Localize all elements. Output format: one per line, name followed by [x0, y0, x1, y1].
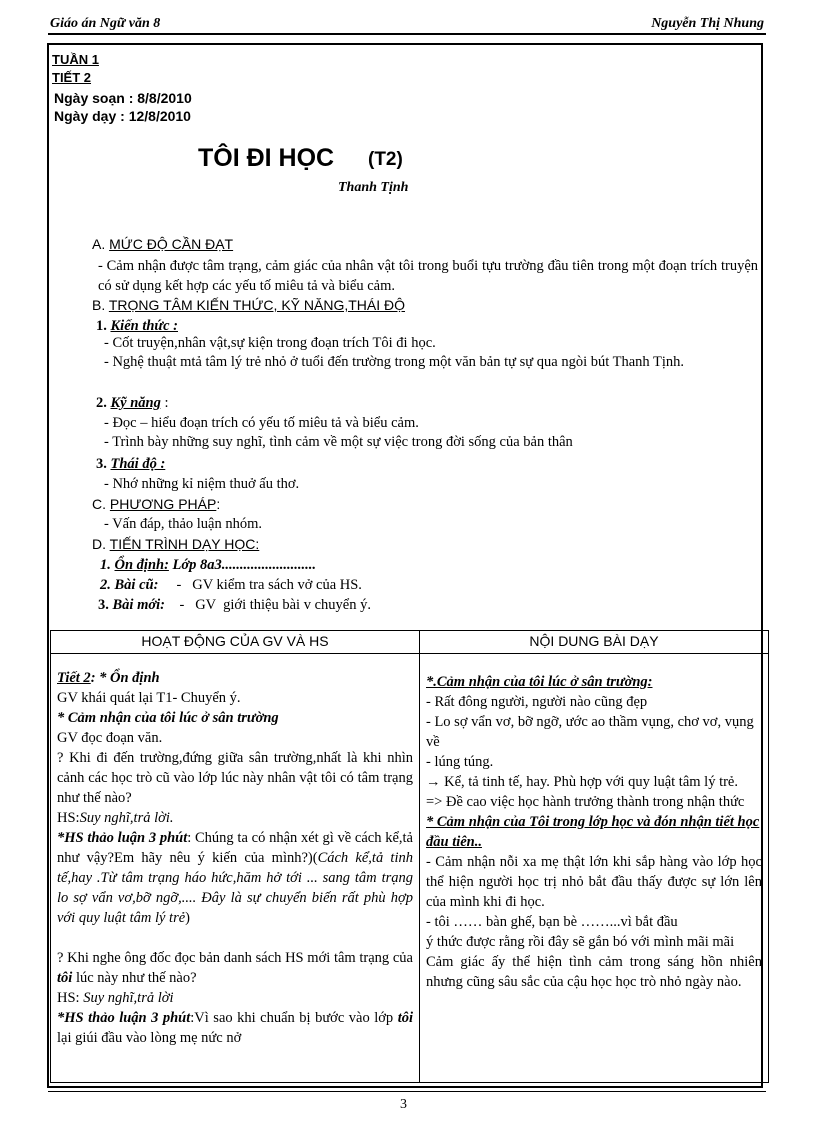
d2-text: - GV kiểm tra sách vở của HS. — [158, 577, 362, 593]
content-cell — [420, 654, 769, 1083]
left-discuss2-label: *HS thảo luận 3 phút — [57, 1010, 191, 1026]
left-hs-label: HS: — [57, 810, 80, 826]
page-number: 3 — [400, 1097, 407, 1112]
b3-heading — [96, 454, 165, 474]
d3-text: - GV giới thiệu bài v chuyển ý. — [165, 597, 371, 613]
left-line-5: ? Khi đi đến trường,đứng giữa sân trường,nhất là khi nhìn cảnh các học trò cũ vào lớp lúc này nhân vật tôi có tâm trạng như thế nào? — [57, 750, 413, 806]
header-teacher: Nguyễn Thị Nhung — [651, 16, 764, 31]
right-line-3: - Lo sợ vẩn vơ, bỡ ngỡ, ước ao thầm vụng, chơ vơ, vụng về — [426, 714, 754, 750]
left-q2-c: lúc này như thế nào? — [72, 970, 197, 986]
right-line-11: Cảm giác ấy thể hiện tình cảm trong sáng hồn nhiên nhưng cũng sâu sắc của cậu học học trò nhỏ ngày nào. — [426, 954, 762, 990]
right-line-9: - tôi …… bàn ghế, bạn bè ……...vì bắt đầu — [426, 914, 678, 930]
header-subject: Giáo án Ngữ văn 8 — [50, 16, 161, 31]
right-line-6: => Đề cao việc học hành trưởng thành trong nhận thức — [426, 794, 745, 810]
left-line-8 — [57, 948, 413, 988]
header-divider — [48, 33, 766, 35]
left-discuss2-toi: tôi — [397, 1010, 413, 1026]
left-hs2-answer: Suy nghĩ,trả lời — [83, 990, 174, 1006]
left-line-1 — [57, 668, 413, 688]
b2-line2: - Trình bày những suy nghĩ, tình cảm về một sự việc trong đời sống của bản thân — [104, 434, 573, 450]
left-hs2-label: HS: — [57, 990, 84, 1006]
left-stabilize: : * Ổn định — [90, 670, 160, 686]
section-b-heading — [92, 295, 405, 315]
b3-title: Thái độ : — [110, 456, 166, 472]
left-line-9 — [57, 988, 413, 1008]
section-a-prefix: A. — [92, 236, 110, 252]
footer-divider — [48, 1091, 766, 1092]
left-line-2: GV khái quát lại T1- Chuyển ý. — [57, 690, 241, 706]
lesson-table — [50, 630, 769, 1083]
section-a-heading — [92, 234, 233, 254]
right-line-5: → Kể, tả tinh tế, hay. Phù hợp với quy luật tâm lý trẻ. — [426, 774, 738, 790]
b2-title: Kỹ năng — [110, 395, 161, 411]
section-a-title: MỨC ĐỘ CẦN ĐẠT — [109, 236, 234, 252]
left-line-3: * Cảm nhận của tôi lúc ở sân trường — [57, 710, 279, 726]
d2-num: 2. — [100, 577, 115, 593]
d1-line — [100, 555, 316, 575]
period-label: TIẾT 2 — [52, 70, 92, 85]
left-line-7 — [57, 828, 413, 928]
left-line-4: GV đọc đoạn văn. — [57, 730, 163, 746]
right-line-1: *.Cảm nhận của tôi lúc ở sân trường: — [426, 674, 653, 690]
right-line-7: * Cảm nhận của Tôi trong lớp học và đón nhận tiết học đầu tiên.. — [426, 814, 760, 850]
d1-num: 1. — [100, 557, 115, 573]
b3-num: 3. — [96, 456, 111, 472]
section-d-heading — [92, 534, 259, 554]
right-line-2: - Rất đông người, người nào cũng đẹp — [426, 694, 648, 710]
left-q2-toi: tôi — [57, 970, 73, 986]
left-q2-a: ? Khi nghe ông đốc đọc bản danh sách HS mới tâm trạng của — [57, 950, 413, 966]
left-hs-answer: Suy nghĩ,trả lời. — [79, 810, 174, 826]
week-label: TUẦN 1 — [52, 52, 99, 67]
b2-heading — [96, 393, 169, 413]
left-discuss2-a: :Vì sao khi chuẩn bị bước vào lớp — [190, 1010, 398, 1026]
section-a-text: - Cảm nhận được tâm trạng, cảm giác của nhân vật tôi trong buổi tựu trường đầu tiên trong một đoạn trích truyện có sử dụng kết hợp các yếu tố miêu tả và biểu cảm. — [98, 258, 758, 294]
b1-title: Kiến thức : — [110, 318, 178, 334]
d1-title: Ổn định: — [114, 557, 169, 573]
right-line-4: - lúng túng. — [426, 754, 494, 770]
right-line-8: - Cảm nhận nỗi xa mẹ thật lớn khi sắp hàng vào lớp học thể hiện người học trị nhỏ bắt đầu thấy được sự lớn lên của mình khi đi học. — [426, 854, 762, 910]
left-line-10 — [57, 1008, 413, 1048]
b3-line1: - Nhớ những kỉ niệm thuở ấu thơ. — [104, 476, 300, 492]
b2-num: 2. — [96, 395, 111, 411]
b1-line2: - Nghệ thuật mtả tâm lý trẻ nhỏ ở tuổi đến trường trong một văn bản tự sự qua ngòi bút Thanh Tịnh. — [104, 354, 685, 370]
c-line1: - Vấn đáp, thảo luận nhóm. — [104, 516, 262, 532]
left-line-6 — [57, 808, 413, 828]
d3-title: Bài mới: — [112, 597, 165, 613]
lesson-title: TÔI ĐI HỌC — [198, 144, 335, 172]
activity-cell — [51, 654, 420, 1083]
prep-date: Ngày soạn : 8/8/2010 — [54, 90, 192, 106]
d2-title: Bài cũ: — [114, 577, 159, 593]
section-c-title: PHƯƠNG PHÁP — [109, 496, 217, 512]
b1-line1: - Cốt truyện,nhân vật,sự kiện trong đoạn trích Tôi đi học. — [104, 335, 436, 351]
d3-line — [98, 595, 371, 615]
left-discuss-close: ) — [185, 910, 190, 926]
section-b-title: TRỌNG TÂM KIẾN THỨC, KỸ NĂNG,THÁI ĐỘ — [108, 297, 406, 313]
d2-line — [100, 575, 362, 595]
d3-num: 3. — [98, 597, 113, 613]
section-d-title: TIẾN TRÌNH DẠY HỌC: — [109, 536, 260, 552]
left-discuss2-d: lại giúi đầu vào lòng mẹ nức nở — [57, 1030, 242, 1046]
left-spacer — [57, 928, 413, 948]
section-c-heading — [92, 494, 220, 514]
left-discuss-label: *HS thảo luận 3 phút — [57, 830, 188, 846]
section-d-prefix: D. — [92, 536, 110, 552]
section-c-prefix: C. — [92, 496, 110, 512]
section-b-prefix: B. — [92, 297, 109, 313]
left-discuss-answer: Cách kể,tả tinh tế,hay .Từ tâm trạng háo hức,hăm hở tới ... sang tâm trạng lo sợ vẩn vơ,bỡ ngỡ,.... Đây là sự chuyển biến rất phù hợp với quy luật tâm lý trẻ — [57, 850, 413, 926]
col-content-header: NỘI DUNG BÀI DẠY — [420, 631, 769, 654]
right-line-10: ý thức được rằng rồi đây sẽ gắn bó với mình mãi mãi — [426, 934, 735, 950]
b1-num: 1. — [96, 318, 111, 334]
lesson-author: Thanh Tịnh — [338, 180, 409, 195]
section-c-colon: : — [216, 496, 221, 512]
b2-line1: - Đọc – hiểu đoạn trích có yếu tố miêu tả và biểu cảm. — [104, 415, 419, 431]
lesson-title-part: (T2) — [368, 149, 403, 170]
teach-date: Ngày dạy : 12/8/2010 — [54, 108, 191, 124]
b2-colon: : — [160, 395, 169, 411]
col-teacher-activity-header: HOẠT ĐỘNG CỦA GV VÀ HS — [51, 631, 420, 654]
left-discuss-question: : Chúng ta có nhận xét gì về cách kể,tả như vậy?Em hãy nêu ý kiến của mình?)( — [57, 830, 413, 866]
left-period-label: Tiết 2 — [57, 670, 91, 686]
d1-class: Lớp 8a3.......................... — [168, 557, 317, 573]
